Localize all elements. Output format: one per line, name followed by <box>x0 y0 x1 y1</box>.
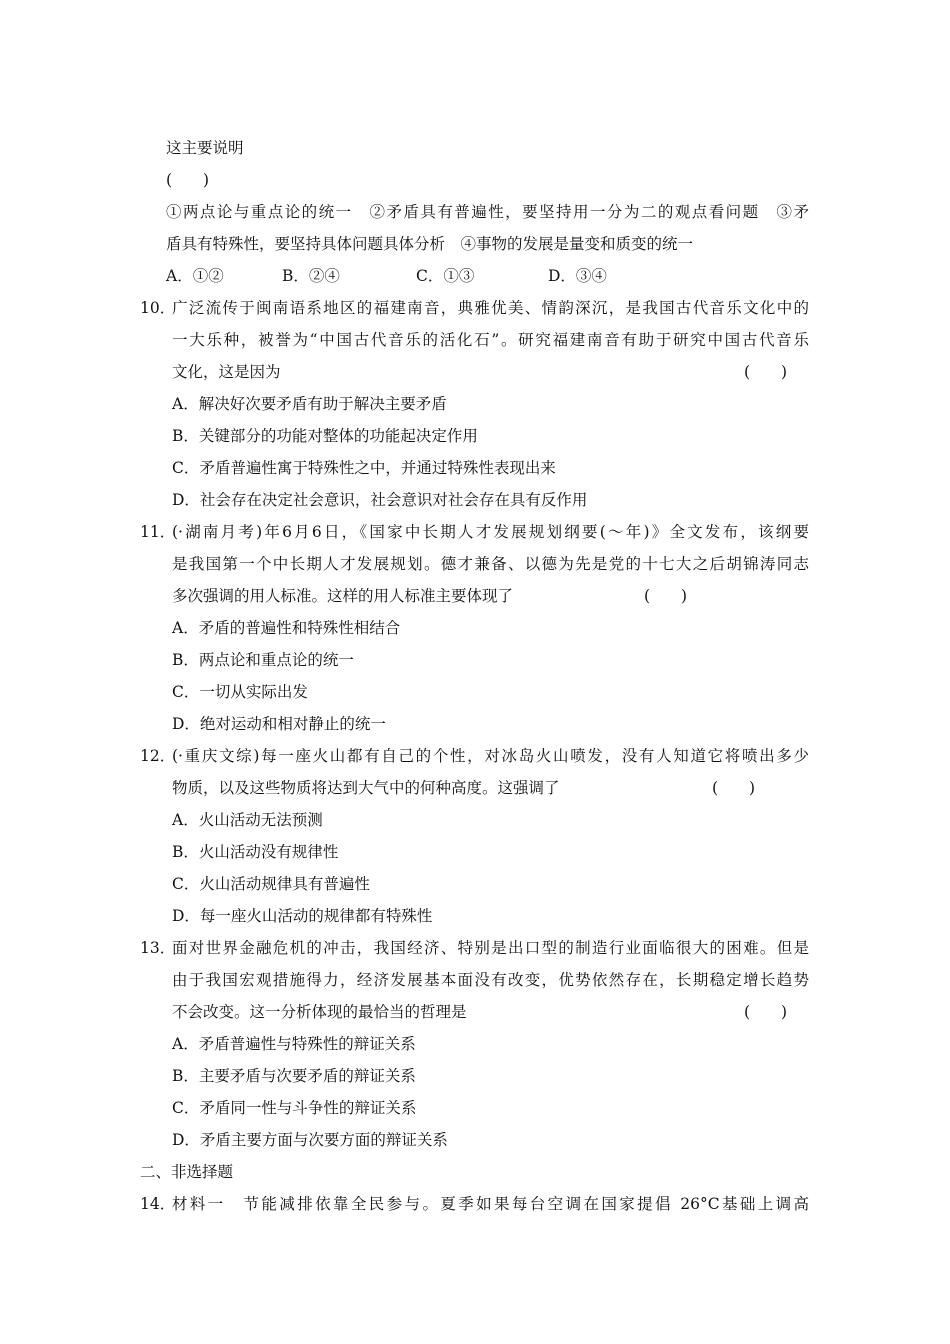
q9-option-b: B．②④ <box>282 267 340 285</box>
q12-stem-line1: (·重庆文综)每一座火山都有自己的个性，对冰岛火山喷发，没有人知道它将喷出多少 <box>172 747 809 765</box>
q13-stem-line1: 面对世界金融危机的冲击，我国经济、特别是出口型的制造行业面临很大的困难。但是 <box>172 939 809 957</box>
q11-option-d: D．绝对运动和相对静止的统一 <box>172 715 386 733</box>
q9-statements-line2: 盾具有特殊性，要坚持具体问题具体分析 ④事物的发展是量变和质变的统一 <box>166 235 694 253</box>
q13-number: 13． <box>140 939 176 957</box>
q9-stem-end: 这主要说明 <box>166 139 244 157</box>
q12-number: 12． <box>140 747 176 765</box>
q11-option-a: A．矛盾的普遍性和特殊性相结合 <box>172 619 401 637</box>
q11-option-c: C．一切从实际出发 <box>172 683 308 701</box>
q10-stem-line3: 文化，这是因为 <box>172 363 281 381</box>
q13-stem-line2: 由于我国宏观措施得力，经济发展基本面没有改变，优势依然存在，长期稳定增长趋势 <box>172 971 809 989</box>
q14-material-line1: 材料一 节能减排依靠全民参与。夏季如果每台空调在国家提倡 26°C基础上调高 <box>172 1195 809 1213</box>
q12-option-d: D．每一座火山活动的规律都有特殊性 <box>172 907 433 925</box>
q11-stem-line2: 是我国第一个中长期人才发展规划。德才兼备、以德为先是党的十七大之后胡锦涛同志 <box>172 555 809 573</box>
q13-answer-paren: ( ) <box>744 1003 788 1021</box>
q13-option-c: C．矛盾同一性与斗争性的辩证关系 <box>172 1099 417 1117</box>
q11-stem-line1: (·湖南月考)年6月6日，《国家中长期人才发展规划纲要(～年)》全文发布，该纲要 <box>172 523 809 541</box>
q10-stem-line1: 广泛流传于闽南语系地区的福建南音，典雅优美、情韵深沉，是我国古代音乐文化中的 <box>172 299 809 317</box>
q9-option-a: A．①② <box>166 267 224 285</box>
q11-stem-line3: 多次强调的用人标准。这样的用人标准主要体现了 <box>172 587 514 605</box>
q12-option-c: C．火山活动规律具有普遍性 <box>172 875 370 893</box>
q10-number: 10． <box>140 299 176 317</box>
q13-option-a: A．矛盾普遍性与特殊性的辩证关系 <box>172 1035 416 1053</box>
section-heading: 二、非选择题 <box>140 1163 234 1181</box>
q12-option-b: B．火山活动没有规律性 <box>172 843 339 861</box>
q12-answer-paren: ( ) <box>712 779 756 797</box>
q9-option-c: C．①③ <box>416 267 475 285</box>
q12-option-a: A．火山活动无法预测 <box>172 811 323 829</box>
q10-stem-line2: 一大乐种，被誉为“中国古代音乐的活化石”。研究福建南音有助于研究中国古代音乐 <box>172 331 809 349</box>
q9-option-d: D．③④ <box>548 267 607 285</box>
q11-answer-paren: ( ) <box>644 587 688 605</box>
q9-answer-paren: ( ) <box>166 171 210 189</box>
q10-option-d: D．社会存在决定社会意识，社会意识对社会存在具有反作用 <box>172 491 588 509</box>
q11-option-b: B．两点论和重点论的统一 <box>172 651 354 669</box>
q9-statements-line1: ①两点论与重点论的统一 ②矛盾具有普遍性，要坚持用一分为二的观点看问题 ③矛 <box>166 203 809 221</box>
q13-stem-line3: 不会改变。这一分析体现的最恰当的哲理是 <box>172 1003 467 1021</box>
q11-number: 11． <box>140 523 176 541</box>
q13-option-b: B．主要矛盾与次要矛盾的辩证关系 <box>172 1067 416 1085</box>
q10-option-c: C．矛盾普遍性寓于特殊性之中，并通过特殊性表现出来 <box>172 459 556 477</box>
q10-option-a: A．解决好次要矛盾有助于解决主要矛盾 <box>172 395 447 413</box>
q10-answer-paren: ( ) <box>744 363 788 381</box>
q10-option-b: B．关键部分的功能对整体的功能起决定作用 <box>172 427 478 445</box>
q12-stem-line2: 物质，以及这些物质将达到大气中的何种高度。这强调了 <box>172 779 560 797</box>
q14-number: 14． <box>140 1195 176 1213</box>
q13-option-d: D．矛盾主要方面与次要方面的辩证关系 <box>172 1131 448 1149</box>
